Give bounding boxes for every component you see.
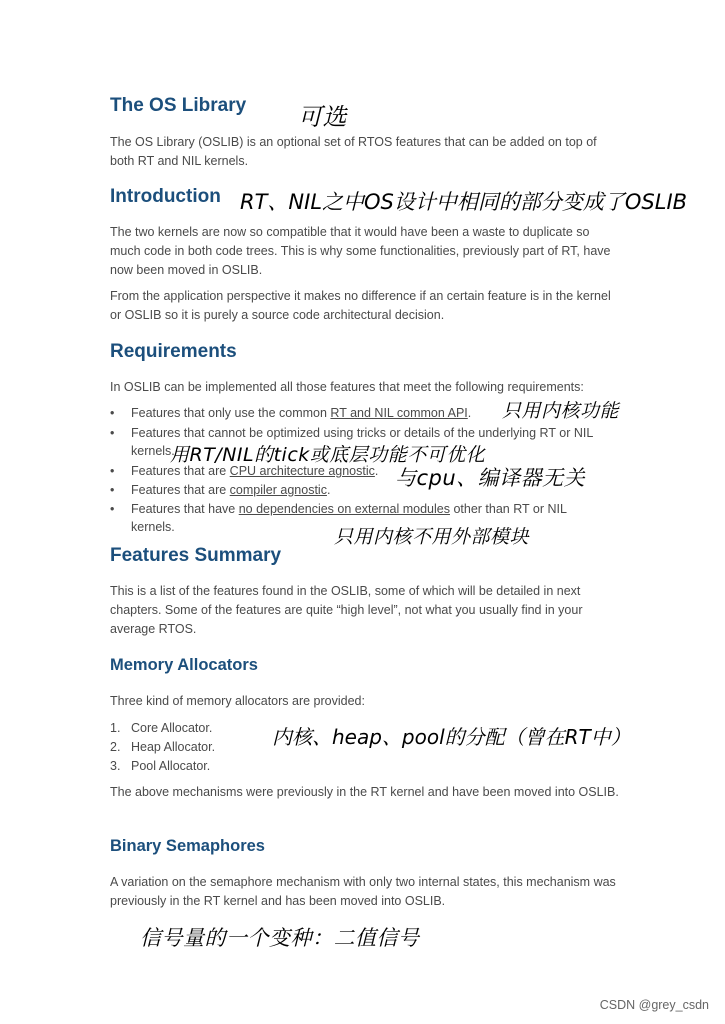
introduction-paragraph-1: The two kernels are now so compatible that it would have been a waste to duplicate so much code in both code trees. This is why some functionalities, previously part of RT, have now been moved in OSLIB. [110, 225, 611, 277]
bullet: • [110, 464, 115, 478]
memory-allocators-after: The above mechanisms were previously in the RT kernel and have been moved into OSLIB. [110, 785, 619, 799]
requirement-text: Features that only use the common [131, 406, 331, 420]
handwritten-note-not-optimizable: 用RT/NIL的tick或底层功能不可优化 [170, 444, 486, 466]
requirement-link-no-dependencies[interactable]: no dependencies on external modules [238, 502, 450, 516]
handwritten-note-no-external: 只用内核不用外部模块 [334, 526, 530, 548]
bullet: • [110, 502, 115, 516]
requirement-link-compiler-agnostic[interactable]: compiler agnostic [229, 483, 327, 497]
handwritten-note-allocators: 内核、heap、pool的分配（曾在RT中） [272, 725, 631, 749]
requirement-text-end: other than RT or NIL kernels. [131, 502, 567, 534]
os-library-intro: The OS Library (OSLIB) is an optional set of RTOS features that can be added on top of both RT and NIL kernels. [110, 135, 597, 168]
memory-allocators-lead: Three kind of memory allocators are provided: [110, 694, 365, 708]
requirement-text-end: . [326, 483, 331, 497]
requirement-text: Features that are [131, 483, 230, 497]
handwritten-note-semaphore: 信号量的一个变种：二值信号 [140, 926, 420, 950]
requirement-text-end: . [467, 406, 472, 420]
requirement-text: Features that are [131, 464, 230, 478]
heading-requirements: Requirements [110, 341, 237, 362]
handwritten-note-optional: 可选 [298, 103, 347, 131]
features-summary-paragraph: This is a list of the features found in the OSLIB, some of which will be detailed in next chapters. Some of the features are quite “high level”, not what you usually find in your average RTOS. [110, 584, 583, 636]
heading-memory-allocators: Memory Allocators [110, 656, 258, 674]
list-item [110, 757, 610, 775]
allocator-name: Heap Allocator. [131, 740, 216, 754]
heading-introduction: Introduction [110, 186, 221, 207]
requirement-text-end: . [374, 464, 379, 478]
requirement-text: Features that have [131, 502, 239, 516]
heading-binary-semaphores: Binary Semaphores [110, 837, 265, 855]
heading-os-library: The OS Library [110, 95, 247, 116]
bullet: • [110, 426, 115, 440]
requirement-link-cpu-agnostic[interactable]: CPU architecture agnostic [229, 464, 375, 478]
introduction-paragraph-2: From the application perspective it makes no difference if an certain feature is in the kernel or OSLIB so it is purely a source code architectural decision. [110, 289, 611, 322]
bullet: • [110, 483, 115, 497]
list-number: 1. [110, 721, 121, 735]
requirements-lead: In OSLIB can be implemented all those features that meet the following requirements: [110, 380, 584, 394]
list-number: 3. [110, 759, 121, 773]
bullet: • [110, 406, 115, 420]
handwritten-note-introduction: RT、NIL之中OS设计中相同的部分变成了OSLIB [240, 190, 688, 214]
watermark: CSDN @grey_csdn [599, 998, 709, 1012]
handwritten-note-cpu-compiler: 与cpu、编译器无关 [395, 466, 586, 490]
allocator-name: Pool Allocator. [131, 759, 211, 773]
allocator-name: Core Allocator. [131, 721, 213, 735]
heading-features-summary: Features Summary [110, 545, 282, 566]
requirement-link-common-api[interactable]: RT and NIL common API [330, 406, 468, 420]
requirement-text: Features that cannot be optimized using tricks or details of the underlying RT or NIL kernels. [131, 426, 593, 458]
binary-semaphores-paragraph: A variation on the semaphore mechanism with only two internal states, this mechanism was previously in the RT kernel and has been moved into OSLIB. [110, 875, 616, 908]
list-number: 2. [110, 740, 121, 754]
handwritten-note-kernel-only: 只用内核功能 [502, 400, 620, 422]
